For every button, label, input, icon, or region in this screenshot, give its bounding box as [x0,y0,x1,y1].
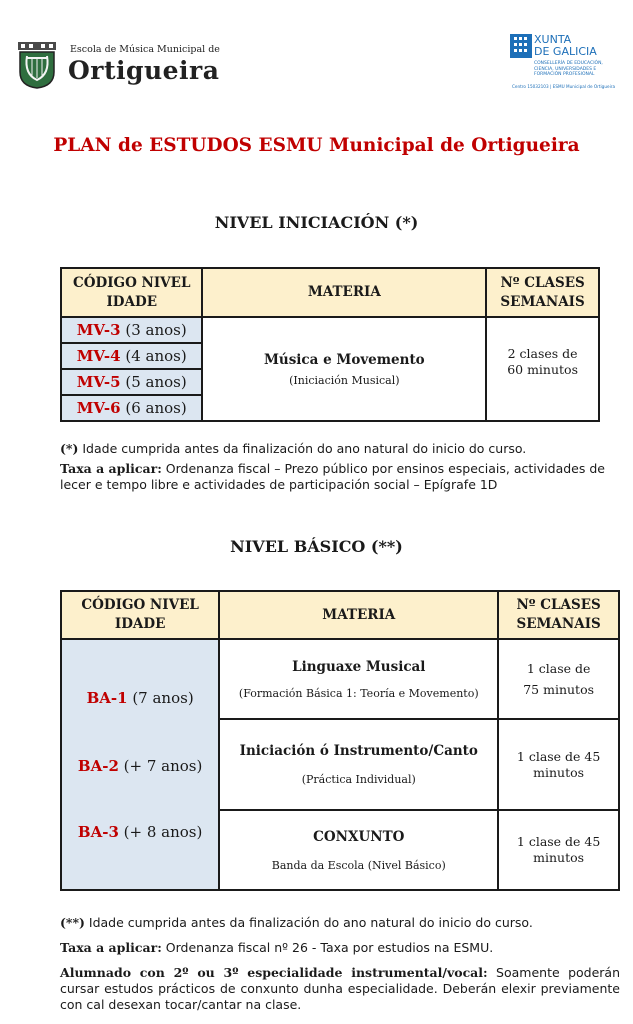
basico-heading: NIVEL BÁSICO (**) [230,537,403,556]
iniciacion-table [60,267,600,422]
header-classes: Nº CLASES SEMANAIS [486,268,599,317]
xunta-logo [506,32,626,94]
basico-fee-note: Taxa a aplicar: Ordenanza fiscal nº 26 - Taxa por estudios na ESMU. [60,940,494,955]
lyre-crest-icon [12,40,62,90]
xunta-dept-2: CIENCIA, UNIVERSIDADES E [534,66,597,72]
xunta-name-2: DE GALICIA [534,45,597,58]
basico-students-note: Alumnado con 2º ou 3º especialidade instrumental/vocal: Soamente poderán cursar estudos prácticos de conxunto dunha especialidade. Deberán elexir previamente con cal desexan tocar/cantar na clase. [60,965,620,1012]
school-logo [12,40,220,92]
materia-cell [202,317,486,421]
header-materia: MATERIA [202,268,486,317]
table-row: Linguaxe Musical (Formación Básica 1: Teoría e Movemento) [219,639,498,719]
header-classes: Nº CLASES SEMANAIS [498,591,619,639]
materia-title: Música e Movemento [263,351,425,368]
table-row: MV-5 (5 anos) [61,369,202,395]
xunta-centro: Centro 15032103 | ESMU Municipal de Ortigueira [512,84,616,89]
iniciacion-heading: NIVEL INICIACIÓN (*) [214,213,419,232]
school-logo-name: Ortigueira [68,56,220,85]
xunta-name-1: XUNTA [534,33,572,46]
iniciacion-age-note: (*) Idade cumprida antes da finalización do ano natural do inicio do curso. [60,441,527,456]
classes-cell: 2 clases de 60 minutos [486,317,599,421]
table-row: CONXUNTO Banda da Escola (Nivel Básico) [219,810,498,890]
classes-cell: 1 clase de 45 minutos [498,810,619,890]
list-item: BA-2 (+ 7 anos) [77,756,203,775]
xunta-dept-3: FORMACIÓN PROFESIONAL [534,72,595,77]
basico-table [60,590,620,891]
xunta-emblem-icon [510,34,532,58]
list-item: BA-1 (7 anos) [86,688,194,707]
header-code-level: CÓDIGO NIVEL IDADE [61,268,202,317]
iniciacion-fee-note: Taxa a aplicar: Ordenanza fiscal – Prezo público por ensinos especiais, actividades de lecer e tempo libre e actividades de participación social – Epígrafe 1D [60,461,605,492]
table-row: MV-3 (3 anos) [61,317,202,343]
header-code-level: CÓDIGO NIVEL IDADE [61,591,219,639]
classes-cell: 1 clase de 75 minutos [498,639,619,719]
xunta-dept-1: CONSELLERÍA DE EDUCACIÓN, [534,61,603,66]
basico-age-note: (**) Idade cumprida antes da finalización do ano natural do inicio do curso. [60,915,533,930]
table-row: Iniciación ó Instrumento/Canto (Práctica Individual) [219,719,498,810]
classes-cell: 1 clase de 45 minutos [498,719,619,810]
school-logo-subtitle: Escola de Música Municipal de [70,44,220,55]
list-item: BA-3 (+ 8 anos) [77,822,203,841]
page-title: PLAN de ESTUDOS ESMU Municipal de Ortigueira [53,135,580,156]
materia-subtitle: (Iniciación Musical) [289,373,400,387]
header-materia: MATERIA [219,591,498,639]
table-row: MV-6 (6 anos) [61,395,202,421]
basico-codes-cell [61,639,219,890]
table-row: MV-4 (4 anos) [61,343,202,369]
